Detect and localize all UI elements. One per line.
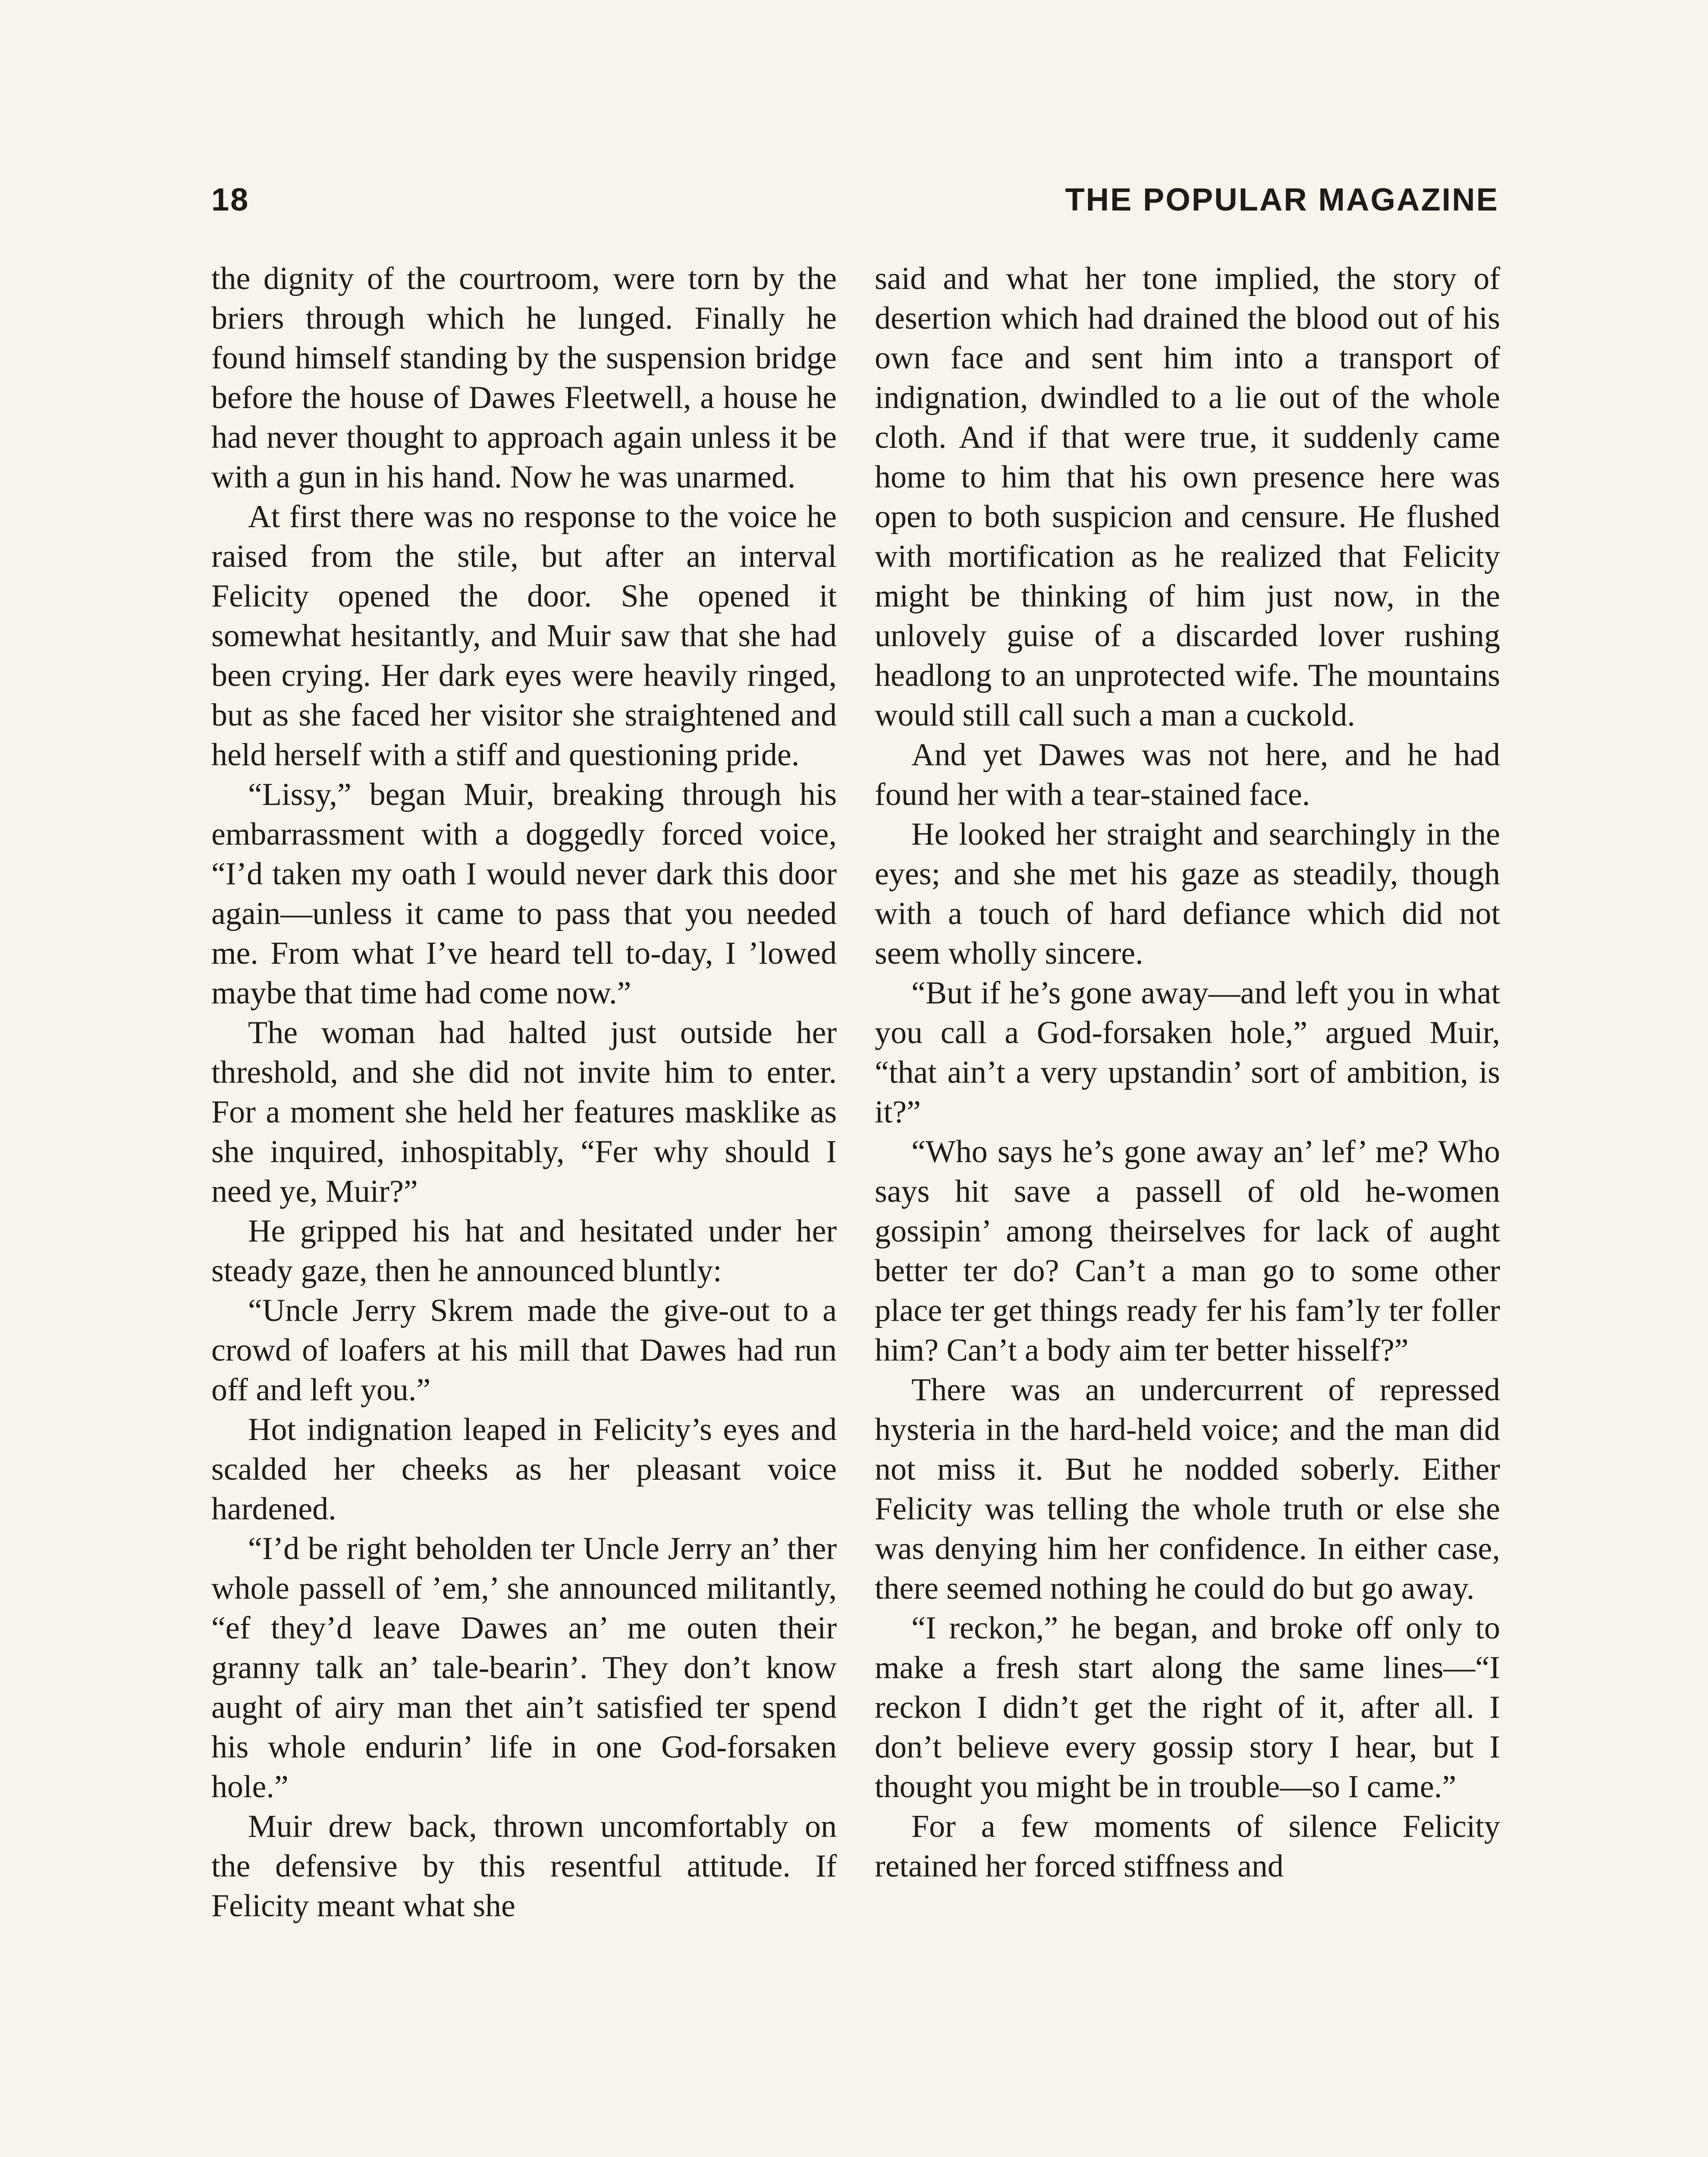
paragraph: He looked her straight and searchingly in the eyes; and she met his gaze as steadily, though with a touch of hard defiance which did not seem wholly sincere. bbox=[875, 817, 1500, 971]
paragraph: “Who says he’s gone away an’ lef’ me? Who says hit save a passell of old he-women gossipin’ among theirselves for lack of aught better ter do? Can’t a man go to some other place ter get things ready fer his fam’ly ter foller him? Can’t a body aim ter better hisself?” bbox=[875, 1134, 1500, 1368]
paragraph: At first there was no response to the voice he raised from the stile, but after an interval Felicity opened the door. She opened it somewhat hesitantly, and Muir saw that she had been crying. Her dark eyes were heavily ringed, but as she faced her visitor she straightened and held herself with a stiff and questioning pride. bbox=[211, 499, 837, 773]
paragraph: the dignity of the courtroom, were torn by the briers through which he lunged. Finally he found himself standing by the suspension bridge before the house of Dawes Fleetwell, a house he had never thought to approach again unless it be with a gun in his hand. Now he was unarmed. bbox=[211, 261, 837, 495]
paragraph: “Lissy,” began Muir, breaking through his embarrassment with a doggedly forced voice, “I’d taken my oath I would never dark this door again—unless it came to pass that you needed me. From what I’ve heard tell to-day, I ’lowed maybe that time had come now.” bbox=[211, 777, 837, 1011]
right-column bbox=[875, 259, 1500, 1886]
paragraph: “I reckon,” he began, and broke off only to make a fresh start along the same lines—“I reckon I didn’t get the right of it, after all. I don’t believe every gossip story I hear, but I thought you might be in trouble—so I came.” bbox=[875, 1610, 1500, 1805]
paragraph: “But if he’s gone away—and left you in what you call a God-forsaken hole,” argued Muir, “that ain’t a very upstandin’ sort of ambition, is it?” bbox=[875, 975, 1500, 1130]
paragraph: Muir drew back, thrown uncomfortably on the defensive by this resentful attitude. If Felicity meant what she bbox=[211, 1809, 837, 1924]
paragraph: said and what her tone implied, the story of desertion which had drained the blood out of his own face and sent him into a transport of indignation, dwindled to a lie out of the whole cloth. And if that were true, it suddenly came home to him that his own presence here was open to both suspicion and censure. He flushed with mortification as he realized that Felicity might be thinking of him just now, in the unlovely guise of a discarded lover rushing headlong to an unprotected wife. The mountains would still call such a man a cuckold. bbox=[875, 261, 1500, 733]
page-header bbox=[211, 181, 1499, 233]
paragraph: “I’d be right beholden ter Uncle Jerry an’ ther whole passell of ’em,’ she announced militantly, “ef they’d leave Dawes an’ me outen their granny talk an’ tale-bearin’. They don’t know aught of airy man thet ain’t satisfied ter spend his whole endurin’ life in one God-forsaken hole.” bbox=[211, 1531, 837, 1805]
paragraph: And yet Dawes was not here, and he had found her with a tear-stained face. bbox=[875, 737, 1500, 812]
paragraph: He gripped his hat and hesitated under her steady gaze, then he announced bluntly: bbox=[211, 1214, 837, 1289]
paragraph: Hot indignation leaped in Felicity’s eyes and scalded her cheeks as her pleasant voice hardened. bbox=[211, 1412, 837, 1527]
paragraph: The woman had halted just outside her threshold, and she did not invite him to enter. For a moment she held her features masklike as she inquired, inhospitably, “Fer why should I need ye, Muir?” bbox=[211, 1015, 837, 1209]
paragraph: For a few moments of silence Felicity retained her forced stiffness and bbox=[875, 1809, 1500, 1884]
left-column bbox=[211, 259, 837, 1926]
page-number: 18 bbox=[211, 182, 250, 217]
paragraph: “Uncle Jerry Skrem made the give-out to a crowd of loafers at his mill that Dawes had run off and left you.” bbox=[211, 1293, 837, 1408]
paragraph: There was an undercurrent of repressed hysteria in the hard-held voice; and the man did not miss it. But he nodded soberly. Either Felicity was telling the whole truth or else she was denying him her confidence. In either case, there seemed nothing he could do but go away. bbox=[875, 1372, 1500, 1606]
running-title: THE POPULAR MAGAZINE bbox=[1065, 182, 1499, 217]
